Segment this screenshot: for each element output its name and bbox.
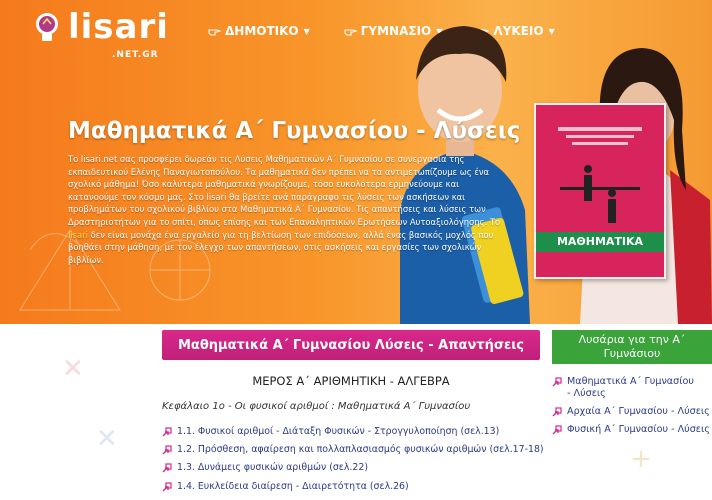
nav-label: ΔΗΜΟΤΙΚΟ	[225, 24, 299, 38]
decorative-cross: ✕	[96, 424, 118, 454]
page-title: Μαθηματικά Α΄ Γυμνασίου - Λύσεις	[68, 118, 521, 144]
sidebar-item-label: Αρχαία Α΄ Γυμνασίου - Λύσεις	[567, 406, 710, 417]
link-icon	[552, 407, 562, 417]
nav-label: ΛΥΚΕΙΟ	[493, 24, 544, 38]
lesson-label: 1.3. Δυνάμεις φυσικών αριθμών (σελ.22)	[177, 462, 368, 473]
hand-pointer-icon	[208, 26, 221, 36]
decorative-plus: +	[630, 444, 652, 474]
book-title: ΜΑΘΗΜΑΤΙΚΑ	[556, 235, 644, 248]
section-title-bar: Μαθηματικά Α΄ Γυμνασίου Λύσεις - Απαντήσεις	[162, 330, 540, 360]
hand-pointer-icon	[344, 26, 357, 36]
lesson-link[interactable]	[162, 444, 544, 455]
link-icon	[162, 445, 172, 455]
link-icon	[162, 482, 172, 492]
sidebar-item-label: Μαθηματικά Α΄ Γυμνασίου - Λύσεις	[567, 376, 694, 399]
lightbulb-logo-icon	[32, 10, 62, 46]
book-cover-figures	[550, 121, 650, 227]
lesson-label: 1.1. Φυσικοί αριθμοί - Διάταξη Φυσικών - Στρογγυλοποίηση (σελ.13)	[177, 426, 500, 437]
nav-label: ΓΥΜΝΑΣΙΟ	[360, 24, 432, 38]
textbook-cover-image	[534, 103, 666, 279]
lesson-link[interactable]	[162, 481, 409, 492]
hero-text-link[interactable]: lisari	[68, 229, 88, 240]
hero-text-part2: δεν είναι μονάχα ένα εργαλείο για τη βελτίωση των επιδόσεων, αλλά ένας βασικός μοχλός που βοηθάει στην μάθηση, με τον έλεγχο των απαντήσεων, στις ασκήσεις και εργασίες των σχολικών βιβλίων.	[68, 229, 494, 265]
part-heading: ΜΕΡΟΣ Α΄ ΑΡΙΘΜΗΤΙΚΗ - ΑΛΓΕΒΡΑ	[252, 374, 450, 388]
lesson-link[interactable]	[162, 426, 499, 437]
sidebar-item-label: Φυσική Α΄ Γυμνασίου - Λύσεις	[567, 424, 710, 435]
sidebar-title: Λυσάρια για την Α΄ Γυμνάσιου	[552, 330, 712, 364]
nav-item-dimotiko[interactable]	[208, 24, 310, 38]
logo-domain-suffix: .NET.GR	[112, 50, 159, 60]
decorative-cross: ✕	[62, 354, 84, 384]
lesson-label: 1.2. Πρόσθεση, αφαίρεση και πολλαπλασιασμός φυσικών αριθμών (σελ.17-18)	[177, 444, 544, 455]
sidebar-item-ancient-greek[interactable]	[552, 406, 712, 418]
chevron-down-icon: ▼	[436, 26, 443, 36]
hero-text-part1: Το lisari.net σας προσφέρει δωρεάν τις Λύσεις Μαθηματικών Α΄ Γυμνασίου σε συνεργασία της εκπαιδευτικού Ελένης Παναγιωτοπούλου. Τα μαθηματικά δεν πρέπει να τα αντιμετωπίζουμε ως ένα σχολικό μάθημα! Όσο καλύτερα μαθηματικά γνωρίζουμε, τόσο ευκολότερα ερμηνεύουμε και κατανοούμε τον κόσμο μας. Στο lisari θα βρείτε ανά παράγραφο τις λύσεις των ασκήσεων και προβλημάτων του σχολικού βιβλίου στα Μαθηματικά Α΄ Γυμνασίου. Τις απαντήσεις και λύσεις των Δραστηριοτήτων για το σπίτι, όπως επίσης και των Επαναληπτικών Ερωτήσεων Αυτοαξιολόγησης. Το	[68, 154, 501, 227]
link-icon	[162, 427, 172, 437]
chevron-down-icon: ▼	[548, 26, 555, 36]
link-icon	[162, 463, 172, 473]
chevron-down-icon: ▼	[303, 26, 310, 36]
sidebar-item-physics[interactable]	[552, 424, 712, 436]
logo-wordmark: lisari	[68, 7, 169, 47]
link-icon	[552, 425, 562, 435]
link-icon	[552, 377, 562, 387]
hero-intro-text	[68, 153, 508, 266]
chapter-heading: Κεφάλαιο 1ο - Οι φυσικοί αριθμοί : Μαθηματικά Α΄ Γυμνασίου	[162, 401, 471, 412]
sidebar-item-math[interactable]	[552, 376, 700, 400]
site-logo[interactable]	[32, 7, 169, 60]
lesson-label: 1.4. Ευκλείδεια διαίρεση - Διαιρετότητα (σελ.26)	[177, 481, 409, 492]
lesson-link[interactable]	[162, 462, 368, 473]
